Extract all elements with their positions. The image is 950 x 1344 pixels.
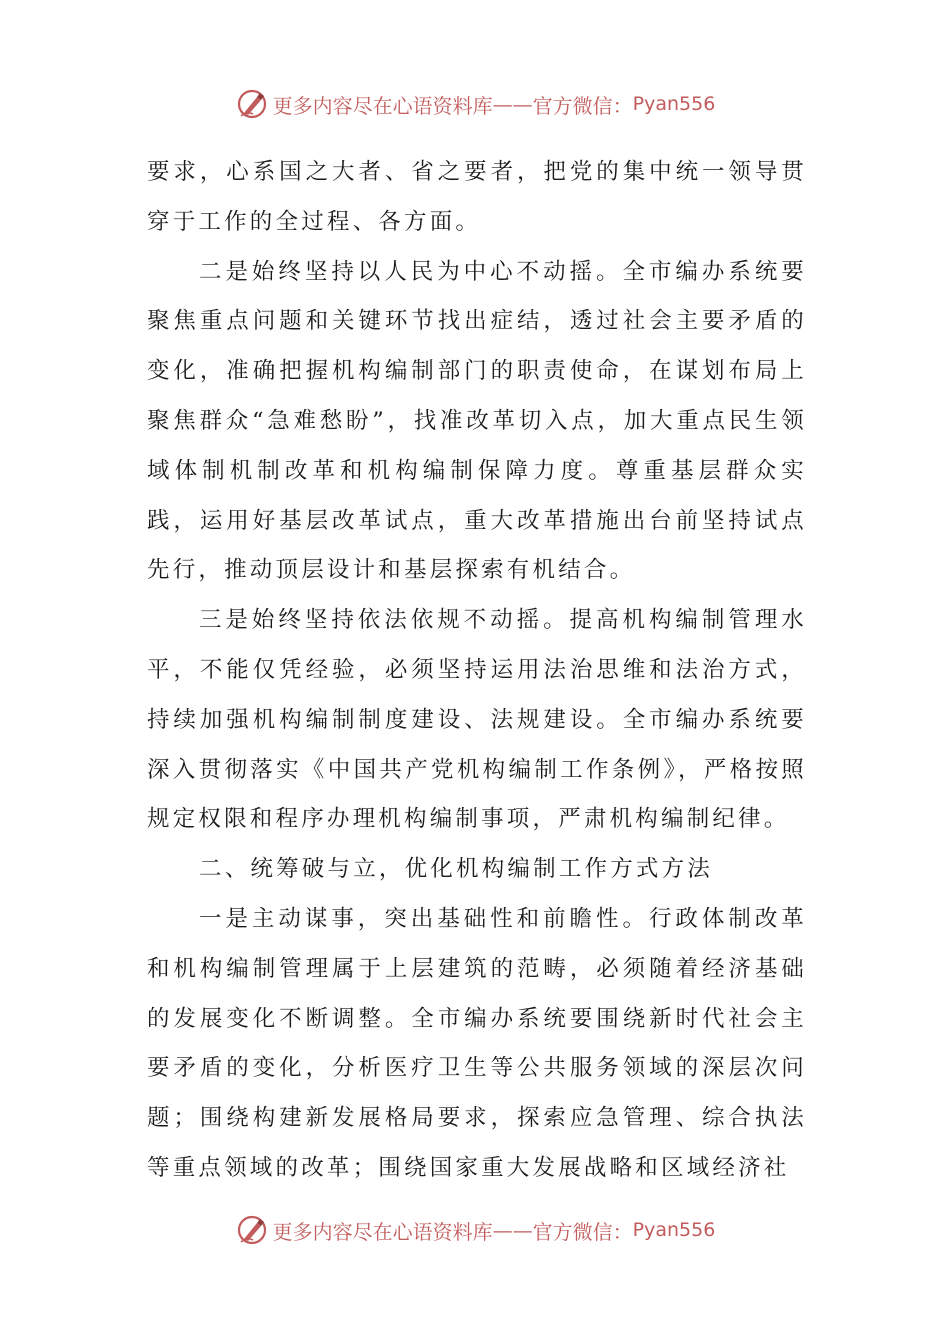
watermark-separator: —— [492,92,533,116]
watermark-wechat-handle: Pyan556 [632,93,716,115]
footer-watermark [0,1210,950,1250]
paragraph-proactive-planning: 一是主动谋事，突出基础性和前瞻性。行政体制改革和机构编制管理属于上层建筑的范畴，必须随着经济基础的发展变化不断调整。全市编办系统要围绕新时代社会主要矛盾的变化，分析医疗卫生等公共服务领域的深层次问题；围绕构建新发展格局要求，探索应急管理、综合执法等重点领域的改革；围绕国家重大发展战略和区域经济社 [147,905,807,1181]
pen-circle-logo-icon [235,87,269,121]
paragraph-continuation: 要求，心系国之大者、省之要者，把党的集中统一领导贯穿于工作的全过程、各方面。 [147,159,807,235]
watermark-label: 官方微信： [532,1219,633,1244]
watermark-brand-text: 更多内容尽在心语资料库 [272,93,493,118]
watermark-wechat-handle: Pyan556 [632,1219,716,1241]
section-heading-two: 二、统筹破与立，优化机构编制工作方式方法 [199,856,714,883]
watermark-separator: —— [492,1218,533,1242]
paragraph-rule-of-law: 三是始终坚持依法依规不动摇。提高机构编制管理水平，不能仅凭经验，必须坚持运用法治思维和法治方式，持续加强机构编制制度建设、法规建设。全市编办系统要深入贯彻落实《中国共产党机构编制工作条例》，严格按照规定权限和程序办理机构编制事项，严肃机构编制纪律。 [147,607,807,833]
watermark-brand-text: 更多内容尽在心语资料库 [272,1219,493,1244]
header-watermark [0,84,950,124]
paragraph-people-centered: 二是始终坚持以人民为中心不动摇。全市编办系统要聚焦重点问题和关键环节找出症结，透过社会主要矛盾的变化，准确把握机构编制部门的职责使命，在谋划布局上聚焦群众“急难愁盼”，找准改革切入点，加大重点民生领域体制机制改革和机构编制保障力度。尊重基层群众实践，运用好基层改革试点，重大改革措施出台前坚持试点先行，推动顶层设计和基层探索有机结合。 [147,258,807,584]
watermark-label: 官方微信： [532,93,633,118]
pen-circle-logo-icon [235,1213,269,1247]
document-body [147,148,807,1194]
